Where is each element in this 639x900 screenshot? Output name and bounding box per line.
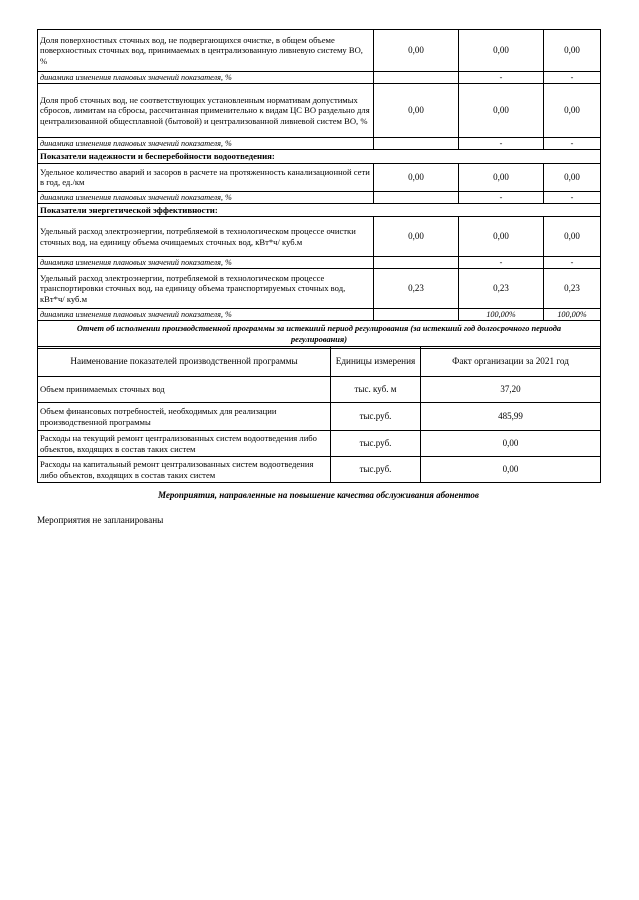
indicator-label: динамика изменения плановых значений показателя, % [38,191,374,203]
dynamics-row [38,191,601,203]
indicator-value-v3: 0,00 [544,84,601,138]
indicator-value-v2: 0,00 [459,84,544,138]
indicator-value-v2: - [459,257,544,269]
indicator-value-v3: - [544,138,601,150]
indicator-row [38,269,601,309]
indicator-value-v1 [374,257,459,269]
indicator-value-v3: - [544,191,601,203]
program-row [38,403,601,431]
dynamics-row [38,257,601,269]
section-row [38,203,601,217]
indicator-value-v3: 0,00 [544,217,601,257]
program-fact: 485,99 [421,403,601,431]
program-row [38,431,601,457]
indicator-label: Доля проб сточных вод, не соответствующих установленным нормативам допустимых сбросов, лимитам на сбросы, рассчитанная применительно к видам ЦС ВО раздельно для централизованной общесплавной (бытовой) и централизованной ливневой систем ВО, % [38,84,374,138]
program-name: Объем принимаемых сточных вод [38,377,331,403]
measures-heading: Мероприятия, направленные на повышение качества обслуживания абонентов [158,490,479,500]
program-unit: тыс.руб. [331,457,421,483]
indicator-label: Удельный расход электроэнергии, потребляемой в технологическом процессе транспортировки сточных вод, на единицу объема транспортируемых сточных вод, кВт*ч/ куб.м [38,269,374,309]
indicator-value-v1: 0,00 [374,30,459,72]
program-unit: тыс. куб. м [331,377,421,403]
indicator-value-v3: - [544,72,601,84]
indicator-row [38,217,601,257]
program-table-body [38,347,601,483]
indicator-row [38,84,601,138]
indicator-value-v2: 0,23 [459,269,544,309]
program-name: Расходы на капитальный ремонт централизованных систем водоотведения либо объектов, входящих в состав таких систем [38,457,331,483]
header-unit: Единицы измерения [331,347,421,377]
dynamics-row [38,309,601,321]
report-heading: Отчет об исполнении производственной программы за истекший период регулирования (за истекший год долгосрочного периода регулирования) [38,321,601,349]
header-name: Наименование показателей производственной программы [38,347,331,377]
indicator-value-v1 [374,138,459,150]
indicator-value-v3: 0,00 [544,30,601,72]
indicator-value-v1: 0,23 [374,269,459,309]
indicator-value-v2: - [459,72,544,84]
indicator-value-v3: 100,00% [544,309,601,321]
dynamics-row [38,72,601,84]
section-title: Показатели энергетической эффективности: [38,203,601,217]
indicator-value-v3: 0,00 [544,163,601,191]
indicators-table-body [38,30,601,349]
indicator-label: динамика изменения плановых значений показателя, % [38,138,374,150]
indicator-value-v2: 0,00 [459,30,544,72]
indicator-value-v1: 0,00 [374,217,459,257]
program-fact: 37,20 [421,377,601,403]
program-table [37,346,601,483]
indicator-label: динамика изменения плановых значений показателя, % [38,309,374,321]
indicator-value-v2: - [459,191,544,203]
indicator-value-v1 [374,72,459,84]
indicator-value-v3: - [544,257,601,269]
measures-note: Мероприятия не запланированы [37,515,164,525]
indicators-table [37,29,601,349]
header-fact: Факт организации за 2021 год [421,347,601,377]
indicator-value-v2: 0,00 [459,163,544,191]
program-table-header [38,347,601,377]
program-unit: тыс.руб. [331,403,421,431]
program-row [38,377,601,403]
program-row [38,457,601,483]
indicator-value-v1: 0,00 [374,84,459,138]
indicator-label: Удельное количество аварий и засоров в расчете на протяженность канализационной сети в год, ед./км [38,163,374,191]
indicator-value-v2: - [459,138,544,150]
indicator-row [38,30,601,72]
indicator-value-v2: 0,00 [459,217,544,257]
indicator-row [38,163,601,191]
indicator-label: динамика изменения плановых значений показателя, % [38,257,374,269]
indicator-value-v2: 100,00% [459,309,544,321]
program-fact: 0,00 [421,431,601,457]
indicator-value-v1 [374,191,459,203]
dynamics-row [38,138,601,150]
indicator-value-v1 [374,309,459,321]
indicator-value-v1: 0,00 [374,163,459,191]
indicator-label: Удельный расход электроэнергии, потребляемой в технологическом процессе очистки сточных вод, на единицу объема очищаемых сточных вод, кВт*ч/ куб.м [38,217,374,257]
program-name: Объем финансовых потребностей, необходимых для реализации производственной программы [38,403,331,431]
indicator-label: Доля поверхностных сточных вод, не подвергающихся очистке, в общем объеме поверхностных сточных вод, принимаемых в централизованную ливневую систему ВО, % [38,30,374,72]
indicator-value-v3: 0,23 [544,269,601,309]
report-heading-row [38,321,601,349]
section-row [38,150,601,164]
indicator-label: динамика изменения плановых значений показателя, % [38,72,374,84]
program-unit: тыс.руб. [331,431,421,457]
section-title: Показатели надежности и бесперебойности водоотведения: [38,150,601,164]
program-name: Расходы на текущий ремонт централизованных систем водоотведения либо объектов, входящих в состав таких систем [38,431,331,457]
program-fact: 0,00 [421,457,601,483]
